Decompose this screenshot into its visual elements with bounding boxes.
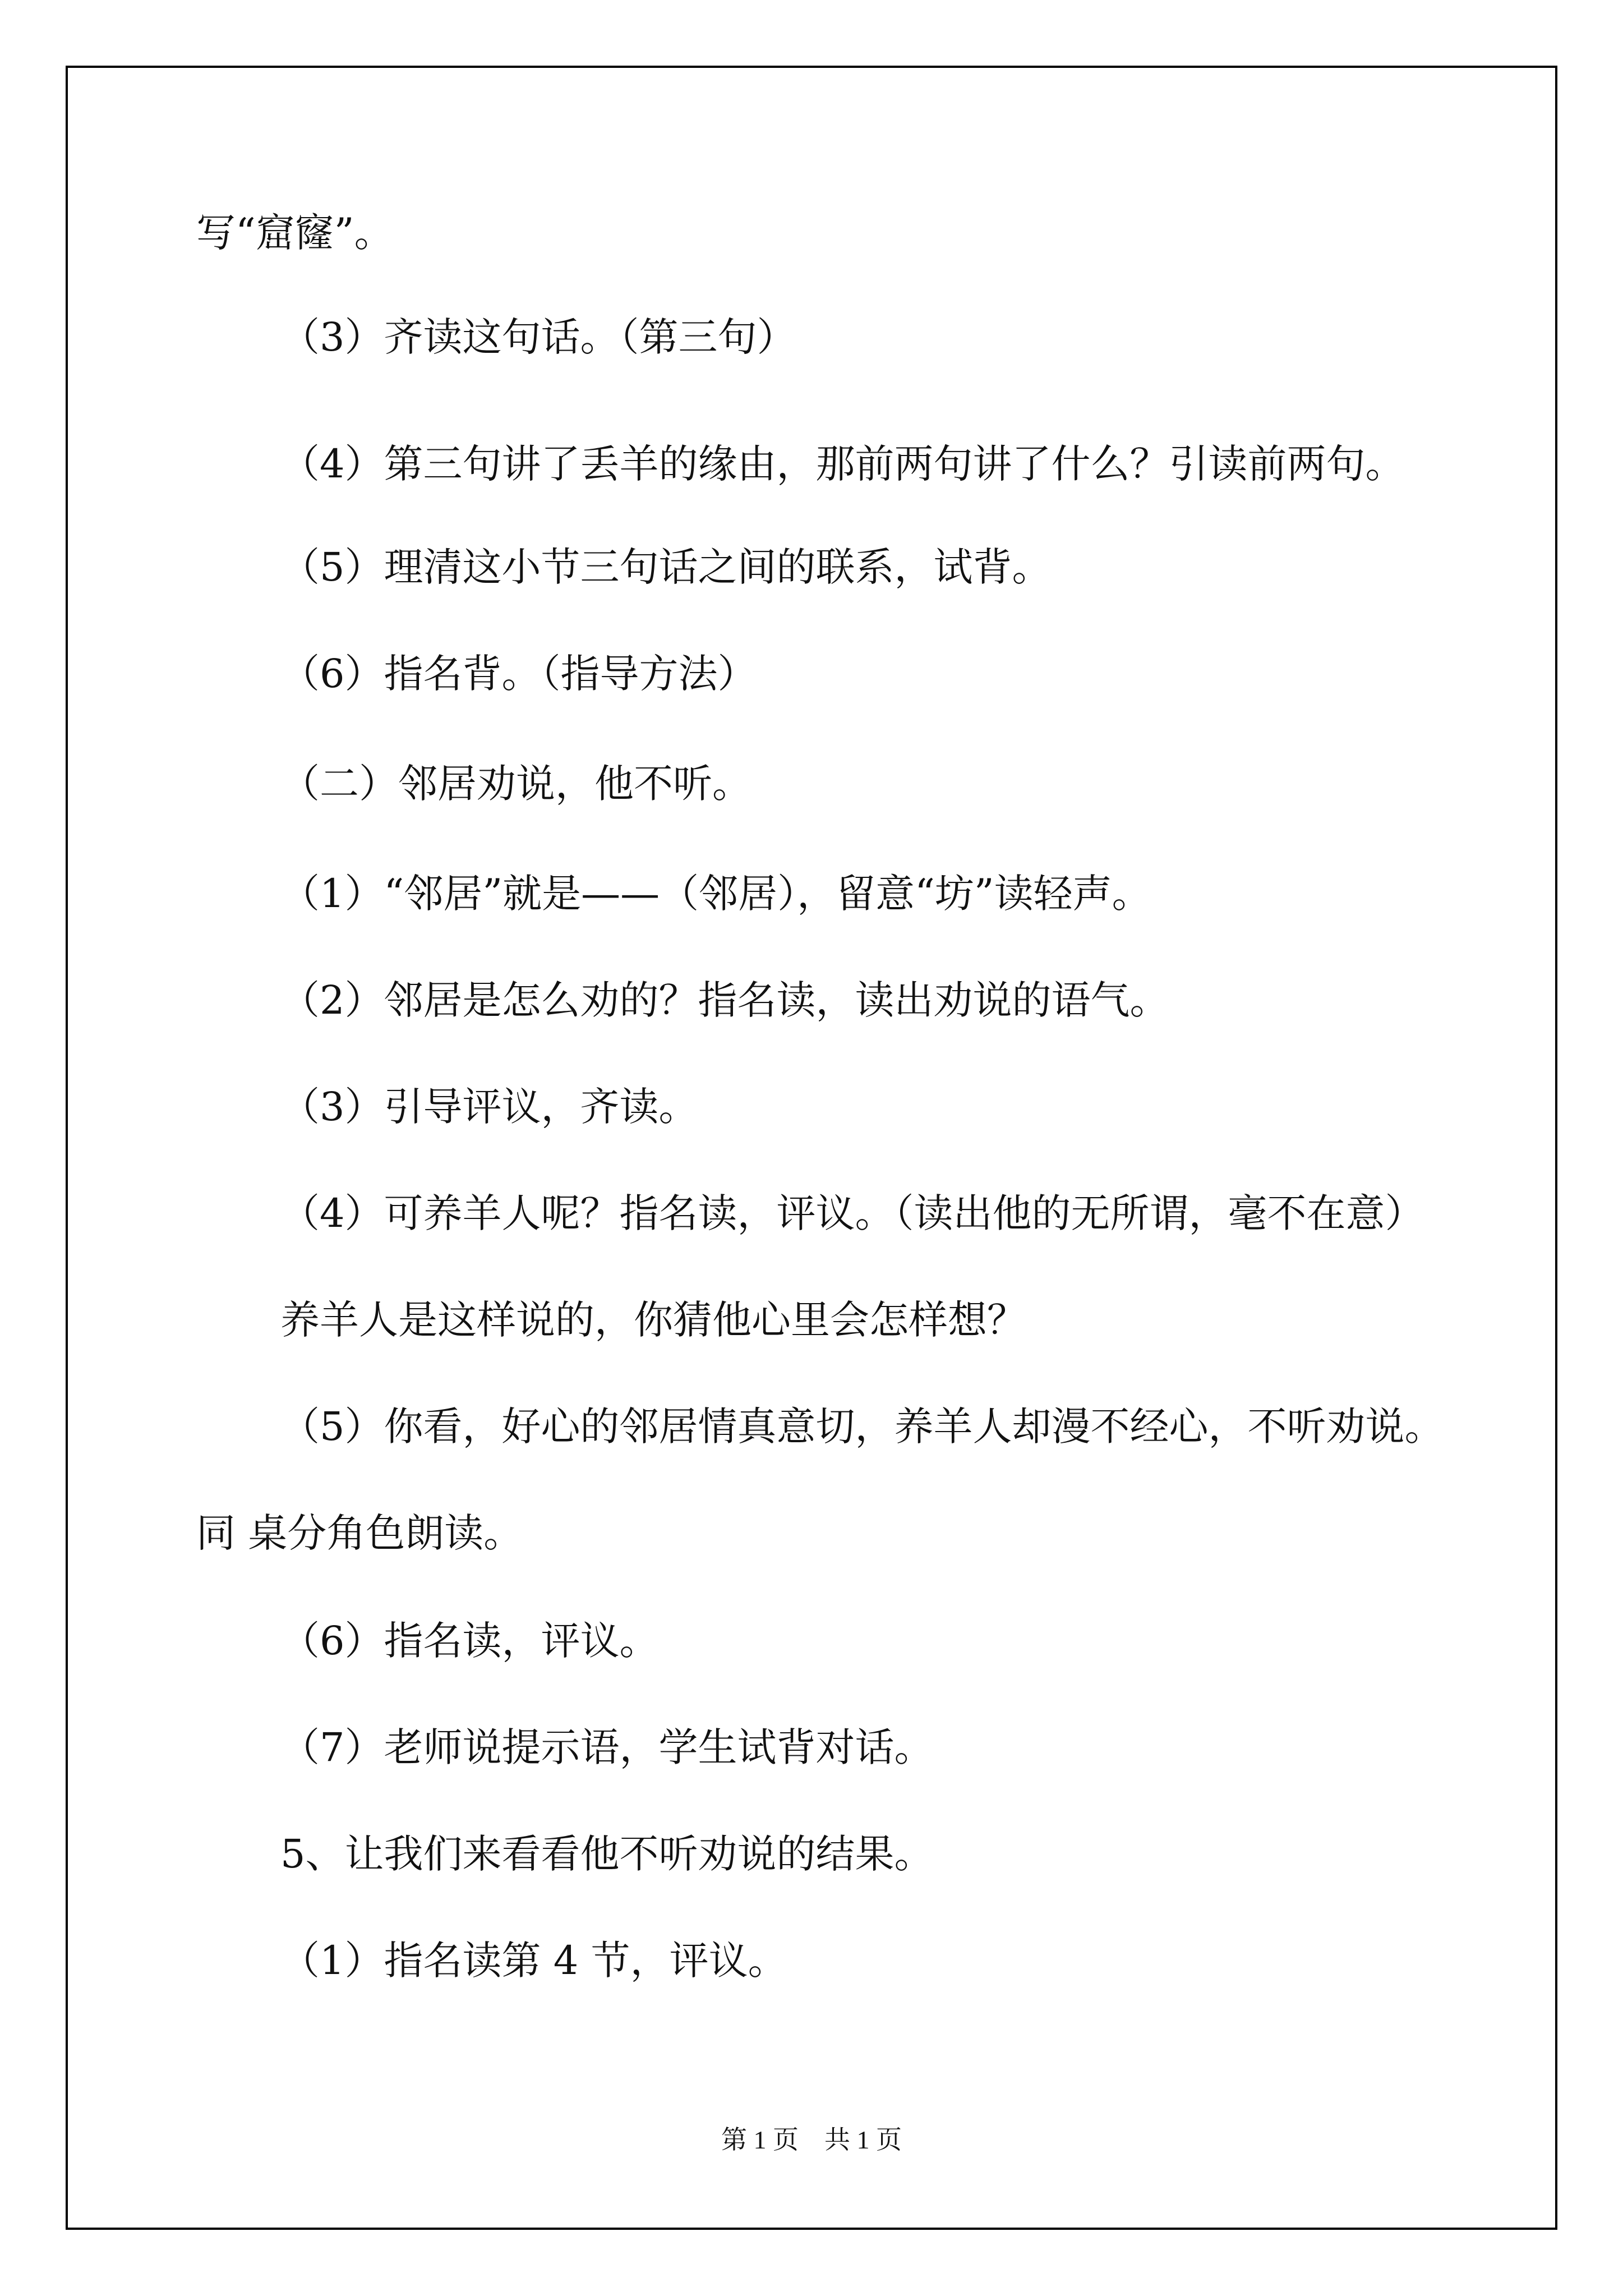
text-line: （7）老师说提示语，学生试背对话。 — [280, 1724, 934, 1770]
text-line: （5）你看，好心的邻居情真意切，养羊人却漫不经心，不听劝说。 — [280, 1404, 1444, 1450]
text-line: 同 桌分角色朗读。 — [196, 1510, 523, 1556]
text-line: （5）理清这小节三句话之间的联系，试背。 — [280, 544, 1052, 590]
text-line: 写“窟窿”。 — [196, 210, 394, 256]
text-line: （6）指名读，评议。 — [280, 1618, 659, 1664]
text-line: 养羊人是这样说的，你猜他心里会怎样想？ — [280, 1297, 1026, 1343]
text-line: （4）第三句讲了丢羊的缘由，那前两句讲了什么？引读前两句。 — [280, 441, 1405, 487]
text-line: （1）“邻居”就是——（邻居），留意“坊”读轻声。 — [280, 871, 1151, 917]
page-border — [66, 66, 1557, 2230]
text-line: （2）邻居是怎么劝的？指名读，读出劝说的语气。 — [280, 977, 1169, 1023]
text-line: 5、让我们来看看他不听劝说的结果。 — [280, 1831, 934, 1877]
page-number-footer: 第 1 页 共 1 页 — [721, 2125, 902, 2154]
text-line: （二）邻居劝说，他不听。 — [280, 761, 751, 807]
text-line: （6）指名背。（指导方法） — [280, 651, 757, 697]
text-line: （1）指名读第 4 节，评议。 — [280, 1938, 787, 1984]
text-line: （3）引导评议，齐读。 — [280, 1084, 698, 1130]
text-line: （3）齐读这句话。（第三句） — [280, 314, 796, 360]
text-line: （4）可养羊人呢？指名读，评议。（读出他的无所谓，毫不在意） — [280, 1190, 1424, 1236]
